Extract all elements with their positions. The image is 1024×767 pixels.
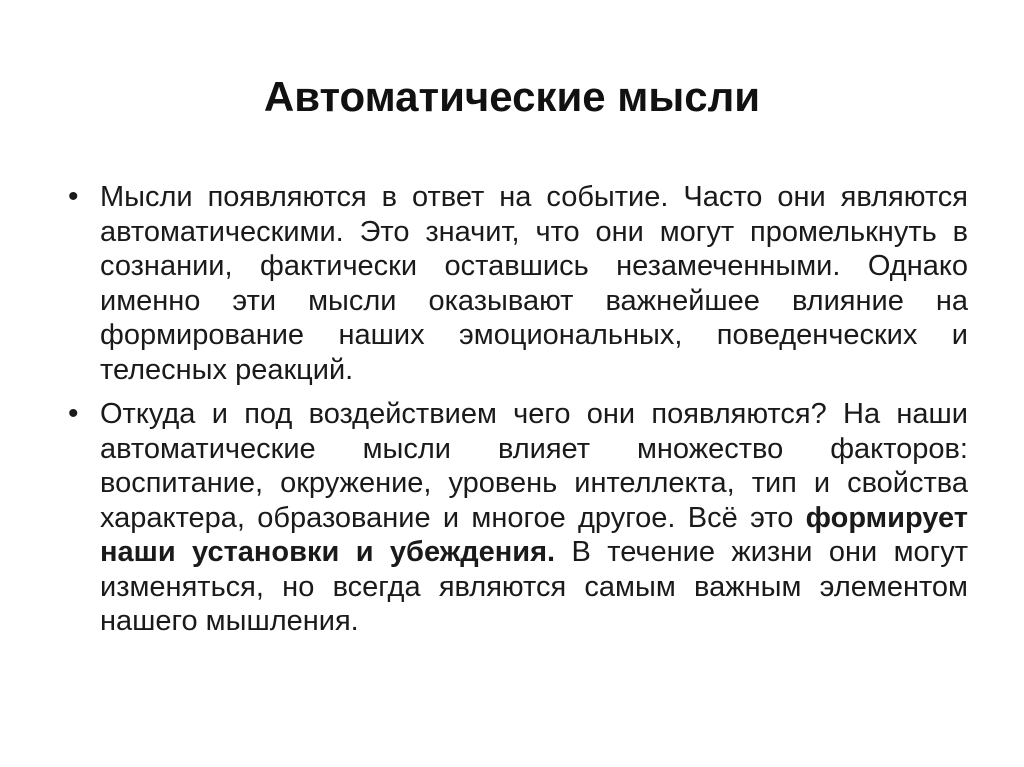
slide-title: Автоматические мысли (263, 73, 761, 120)
bullet-text-before: Откуда и под воздействием чего они появляются? На наши автоматические мысли влияет множество факторов: воспитание, окружение, уровень интеллекта, тип и свойства характера, образование и многое другое. Всё это (100, 398, 968, 534)
bullet-item-2 (56, 397, 968, 639)
bullet-text-after: В течение жизни они могут изменяться, но всегда являются самым важным элементом нашего мышления. (100, 536, 968, 637)
bullet-text (100, 397, 968, 639)
bullet-icon: • (68, 180, 79, 213)
bullet-text-emphasis: формирует наши установки и убеждения. (100, 501, 968, 568)
bullet-list (56, 180, 968, 649)
bullet-text: Мысли появляются в ответ на событие. Часто они являются автоматическими. Это значит, что они могут промелькнуть в сознании, фактически оставшись незамеченными. Однако именно эти мысли оказывают важнейшее влияние на формирование наших эмоциональных, поведенческих и телесных реакций. (100, 181, 968, 386)
bullet-icon: • (68, 397, 79, 430)
bullet-item-1 (56, 180, 968, 387)
